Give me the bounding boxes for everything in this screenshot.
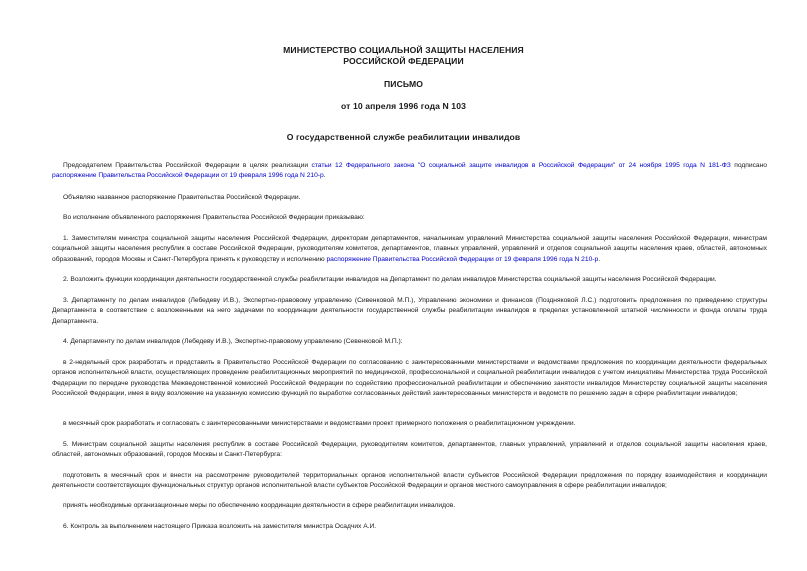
ministry-name-line1: МИНИСТЕРСТВО СОЦИАЛЬНОЙ ЗАЩИТЫ НАСЕЛЕНИЯ bbox=[283, 45, 524, 55]
law-article-link[interactable]: статьи 12 Федерального закона "О социальной защите инвалидов в Российской Федерации" от 24 ноября 1995 года N 181-ФЗ bbox=[311, 162, 731, 169]
preamble-text-3: . bbox=[323, 172, 326, 180]
item-1-text: 1. Заместителям министра социальной защиты населения Российской Федерации, директорам департаментов, начальникам управлений Министерства социальной защиты населения Российской Федерации, министрам социальной защиты населения республик в составе Российской Федерации, руководителям комитетов, департаментов, главных управлений, управлений и отделов социальной защиты населения краев, областей, автономных образований, городов Москвы и Санкт-Петербурга принять к руководству и исполнению bbox=[52, 235, 767, 263]
paragraph-item-5: 5. Министрам социальной защиты населения республик в составе Российской Федерации, руководителям комитетов, департаментов, главных управлений, управлений и отделов социальной защиты населения краев, областей, автономных образований, городов Москвы и Санкт-Петербурга: bbox=[52, 441, 767, 459]
paragraph-item-4: 4. Департаменту по делам инвалидов (Лебедеву И.В.), Экспертно-правовому управлению (Севенковой М.П.): bbox=[63, 338, 403, 345]
paragraph-item-6: 6. Контроль за выполнением настоящего Приказа возложить на заместителя министра Осадчих А.И. bbox=[63, 523, 377, 530]
preamble-text-1: Председателем Правительства Российской Федерации в целях реализации bbox=[63, 162, 312, 169]
document-type: ПИСЬМО bbox=[384, 79, 423, 89]
paragraph-preamble bbox=[52, 161, 767, 182]
paragraph-item-5-subitem-1: подготовить в месячный срок и внести на рассмотрение руководителей территориальных органов исполнительной власти субъектов Российской Федерации предложения по порядку взаимодействия и координации деятельности соответствующих функциональных структур органов исполнительной власти субъектов Российской Федерации и органов местного самоуправления в сфере реабилитации инвалидов; bbox=[52, 472, 767, 490]
paragraph-announcement: Объявляю названное распоряжение Правительства Российской Федерации. bbox=[63, 194, 301, 201]
paragraph-item-1 bbox=[52, 234, 767, 265]
document-date-number: от 10 апреля 1996 года N 103 bbox=[341, 101, 466, 111]
paragraph-item-4-subitem-1: в 2-недельный срок разработать и представить в Правительство Российской Федерации по согласованию с заинтересованными министерствами и ведомствами предложения по координации деятельности федеральных органов исполнительной власти, осуществляющих проведение реабилитационных мероприятий по медицинской, профессиональной и социальной реабилитации инвалидов с учетом инициативы Министерства труда Российской Федерации по передаче руководства Межведомственной комиссией Российской Федерации по содействию профессиональной реабилитации и обеспечению занятости инвалидов Министерству социальной защиты населения Российской Федерации, имея в виду возложение на указанную комиссию функций по выработке согласованных действий заинтересованных министерств и ведомств по решению задач в сфере реабилитации инвалидов; bbox=[52, 359, 767, 398]
paragraph-item-5-subitem-2: принять необходимые организационные меры по обеспечению координации деятельности в сфере реабилитации инвалидов. bbox=[63, 502, 456, 509]
document-title: О государственной службе реабилитации инвалидов bbox=[286, 132, 521, 142]
paragraph-item-4-subitem-2: в месячный срок разработать и согласовать с заинтересованными министерствами и ведомствами проект примерного положения о реабилитационном учреждении. bbox=[63, 420, 576, 427]
ministry-name-line2: РОССИЙСКОЙ ФЕДЕРАЦИИ bbox=[343, 56, 464, 66]
item-1-text-end: . bbox=[598, 255, 601, 263]
paragraph-order-intro: Во исполнение объявленного распоряжения Правительства Российской Федерации приказываю: bbox=[63, 214, 365, 221]
government-order-link-2[interactable]: распоряжение Правительства Российской Федерации от 19 февраля 1996 года N 210-р bbox=[326, 255, 599, 263]
paragraph-item-3: 3. Департаменту по делам инвалидов (Лебедеву И.В.), Экспертно-правовому управлению (Сивенковой М.П.), Управлению экономики и финансов (Поздняковой Л.С.) подготовить предложения по приведению структуры Департамента в соответствие с возложенными на него задачами по координации деятельности государственной службы реабилитации инвалидов в пределах установленной штатной численности и фонда оплаты труда Департамента. bbox=[52, 297, 767, 325]
paragraph-item-2: 2. Возложить функции координации деятельности государственной службы реабилитации инвалидов на Департамент по делам инвалидов Министерства социальной защиты населения Российской Федерации. bbox=[63, 276, 717, 283]
preamble-text-2: подписано bbox=[730, 162, 768, 169]
government-order-link[interactable]: распоряжение Правительства Российской Федерации от 19 февраля 1996 года N 210-р bbox=[52, 172, 324, 180]
